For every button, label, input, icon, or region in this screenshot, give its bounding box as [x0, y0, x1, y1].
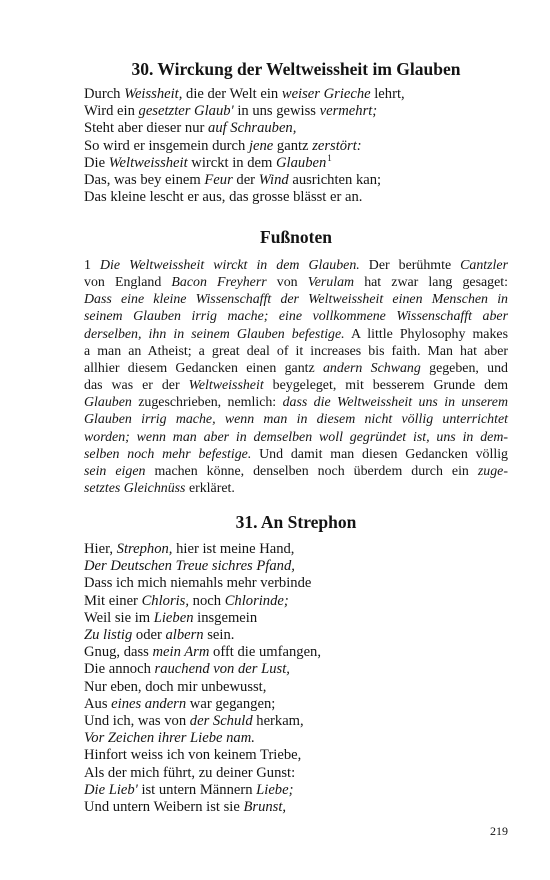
text-run: allhier diesem Gedancken einen gantz [84, 360, 323, 376]
page-number: 219 [490, 824, 508, 838]
footnotes-body [84, 257, 508, 497]
italic-text: Liebe; [256, 781, 294, 798]
text-line [84, 730, 508, 747]
italic-text: Wind [258, 172, 289, 189]
text-line [84, 541, 508, 558]
text-line [84, 558, 508, 575]
text-run: der [232, 172, 259, 189]
poem-30-body [84, 86, 508, 206]
text-run: Hier, [84, 541, 117, 557]
text-run: herkam, [252, 713, 304, 730]
poem-30-title: 30. Wirckung der Weltweissheit im Glauben [131, 59, 461, 79]
poem-31-section [84, 511, 508, 816]
text-run: Mit einer [84, 592, 142, 609]
text-line [84, 782, 508, 799]
text-run: war gegangen; [186, 695, 276, 712]
text-run: oder [132, 627, 166, 644]
text-line [84, 429, 508, 446]
italic-text: sein eigen [84, 463, 146, 479]
italic-text: dass die Weltweissheit uns in unserem [282, 395, 508, 411]
text-line [84, 86, 508, 103]
text-run: hat zwar lang gesaget: [354, 275, 508, 291]
text-line [84, 446, 508, 463]
italic-text: Zu listig [84, 627, 133, 644]
text-run: machen könne, denselben noch überdem durch ein [145, 463, 478, 479]
text-run: 1 [84, 258, 100, 273]
text-run: die der Welt ein [182, 86, 282, 102]
text-line [84, 360, 508, 377]
text-line [84, 679, 508, 696]
text-run: sein. [203, 627, 235, 644]
italic-text: albern [165, 627, 204, 644]
text-run: Und damit man diesen Gedancken völlig [251, 446, 509, 462]
text-run: hier ist meine Hand, [172, 541, 295, 557]
text-run: Das, was bey einem [84, 172, 205, 189]
text-run: Das kleine lescht er aus, das grosse blässt er an. [84, 189, 363, 206]
text-line [84, 661, 508, 678]
text-line [84, 411, 508, 428]
italic-text: vermehrt; [319, 103, 378, 120]
text-line [84, 644, 508, 661]
text-run: Als der mich führt, zu deiner Gunst: [84, 764, 296, 781]
italic-text: weiser Grieche [281, 86, 371, 102]
text-run: Und ich, was von [84, 713, 190, 730]
text-run: ist untern Männern [137, 781, 257, 798]
text-line [84, 343, 508, 360]
text-run: Durch [84, 86, 125, 102]
italic-text: zerstört: [312, 137, 362, 154]
italic-text: mein Arm [152, 644, 210, 661]
text-line [84, 765, 508, 782]
text-line [84, 308, 508, 325]
text-run: Aus [84, 695, 112, 712]
italic-text: Die Lieb' [84, 781, 138, 798]
italic-text: Bacon Freyherr [171, 275, 267, 291]
text-run: Dass ich mich niemahls mehr verbinde [84, 575, 312, 592]
text-run: Steht aber dieser nur [84, 120, 209, 137]
text-run: lehrt, [370, 86, 405, 102]
italic-text: Cantzler [460, 258, 508, 273]
text-run: Die [84, 154, 109, 171]
italic-text: Glauben [84, 395, 132, 411]
italic-text: jene [248, 137, 274, 154]
text-line [84, 152, 508, 172]
text-run: gegeben, und [420, 360, 509, 376]
text-line [84, 326, 508, 343]
text-run: insgemein [193, 609, 258, 626]
text-line [84, 172, 508, 189]
italic-text: Brunst, [243, 799, 287, 816]
text-run: von [266, 275, 308, 291]
text-line [84, 257, 508, 274]
footnotes-title: Fußnoten [260, 227, 332, 247]
text-line [84, 394, 508, 411]
italic-text: Die Weltweissheit wirckt in dem Glauben. [99, 258, 360, 273]
italic-text: Strephon, [116, 541, 173, 557]
text-run: Wird ein [84, 103, 139, 120]
italic-text: Weissheit, [124, 86, 183, 102]
italic-text: Glauben irrig mache, wenn man in diesem nicht völlig unterrichtet [84, 412, 508, 428]
italic-text: eines andern [111, 695, 187, 712]
italic-text: Dass eine kleine Wissenschafft der Weltweissheit einen Menschen in [84, 292, 508, 308]
text-run: Die annoch [84, 661, 155, 678]
italic-text: derselben, ihn in seinem Glauben befestige. [84, 326, 345, 342]
footnote-marker: 1 [327, 152, 332, 163]
text-run: So wird er insgemein durch [84, 137, 249, 154]
text-run: beygeleget, mit besserem Grunde dem [263, 378, 508, 394]
text-run: von England [84, 275, 172, 291]
italic-text: Feur [204, 172, 233, 189]
text-line [84, 593, 508, 610]
text-line [84, 747, 508, 764]
italic-text: Glauben [276, 154, 327, 171]
text-run: Weil sie im [84, 609, 154, 626]
text-line [84, 103, 508, 120]
italic-text: zuge- [477, 463, 508, 479]
text-line [84, 575, 508, 592]
text-run: zugeschrieben, nemlich: [131, 395, 283, 411]
text-run: Und untern Weibern ist sie [84, 799, 244, 816]
text-line [84, 274, 508, 291]
italic-text: Chloris, [141, 592, 190, 609]
italic-text: Lieben [153, 609, 194, 626]
text-line [84, 377, 508, 394]
italic-text: Der Deutschen Treue sichres Pfand, [84, 558, 295, 575]
text-run: noch [189, 592, 225, 609]
italic-text: seinem Glauben irrig mache; eine vollkommene Wissenschafft aber [84, 309, 508, 325]
italic-text: gesetzter Glaub' [138, 103, 234, 120]
italic-text: setztes Gleichnüss [84, 481, 186, 497]
italic-text: Weltweissheit [188, 378, 264, 394]
italic-text: der Schuld [189, 713, 253, 730]
text-line [84, 610, 508, 627]
text-line [84, 799, 508, 816]
text-run: Gnug, dass [84, 644, 153, 661]
text-line [84, 696, 508, 713]
text-line [84, 120, 508, 137]
italic-text: Weltweissheit [108, 154, 188, 171]
text-run: a man an Atheist; a great deal of it increases bis faith. Man hat aber [84, 343, 508, 359]
text-run: gantz [273, 137, 313, 154]
text-line [84, 713, 508, 730]
text-run: das was er der [84, 378, 189, 394]
text-line [84, 138, 508, 155]
text-line [84, 480, 508, 497]
italic-text: Chlorinde; [224, 592, 289, 609]
poem-30-section [84, 58, 508, 206]
text-run: in uns gewiss [233, 103, 320, 120]
text-run: Nur eben, doch mir unbewusst, [84, 678, 267, 695]
text-run: ausrichten kan; [288, 172, 382, 189]
italic-text: worden; wenn man aber in demselben woll gegründet ist, uns in dem- [84, 429, 508, 445]
footnotes-section [84, 226, 508, 497]
italic-text: rauchend von der Lust, [154, 661, 290, 678]
italic-text: selben noch mehr befestige. [84, 446, 252, 462]
poem-31-body [84, 541, 508, 816]
poem-31-title: 31. An Strephon [235, 512, 357, 532]
text-run: A little Phylosophy makes [344, 326, 508, 342]
text-line [84, 627, 508, 644]
italic-text: auf Schrauben, [208, 120, 297, 137]
italic-text: Verulam [307, 275, 355, 291]
text-run: Der berühmte [359, 258, 461, 273]
text-run: erkläret. [185, 481, 235, 497]
text-line [84, 463, 508, 480]
text-line [84, 291, 508, 308]
text-line [84, 189, 508, 206]
italic-text: Vor Zeichen ihrer Liebe nam. [84, 730, 255, 747]
text-run: Hinfort weiss ich von keinem Triebe, [84, 747, 302, 764]
italic-text: andern Schwang [322, 360, 421, 376]
text-run: offt die umfangen, [209, 644, 321, 661]
text-run: wirckt in dem [187, 154, 277, 171]
